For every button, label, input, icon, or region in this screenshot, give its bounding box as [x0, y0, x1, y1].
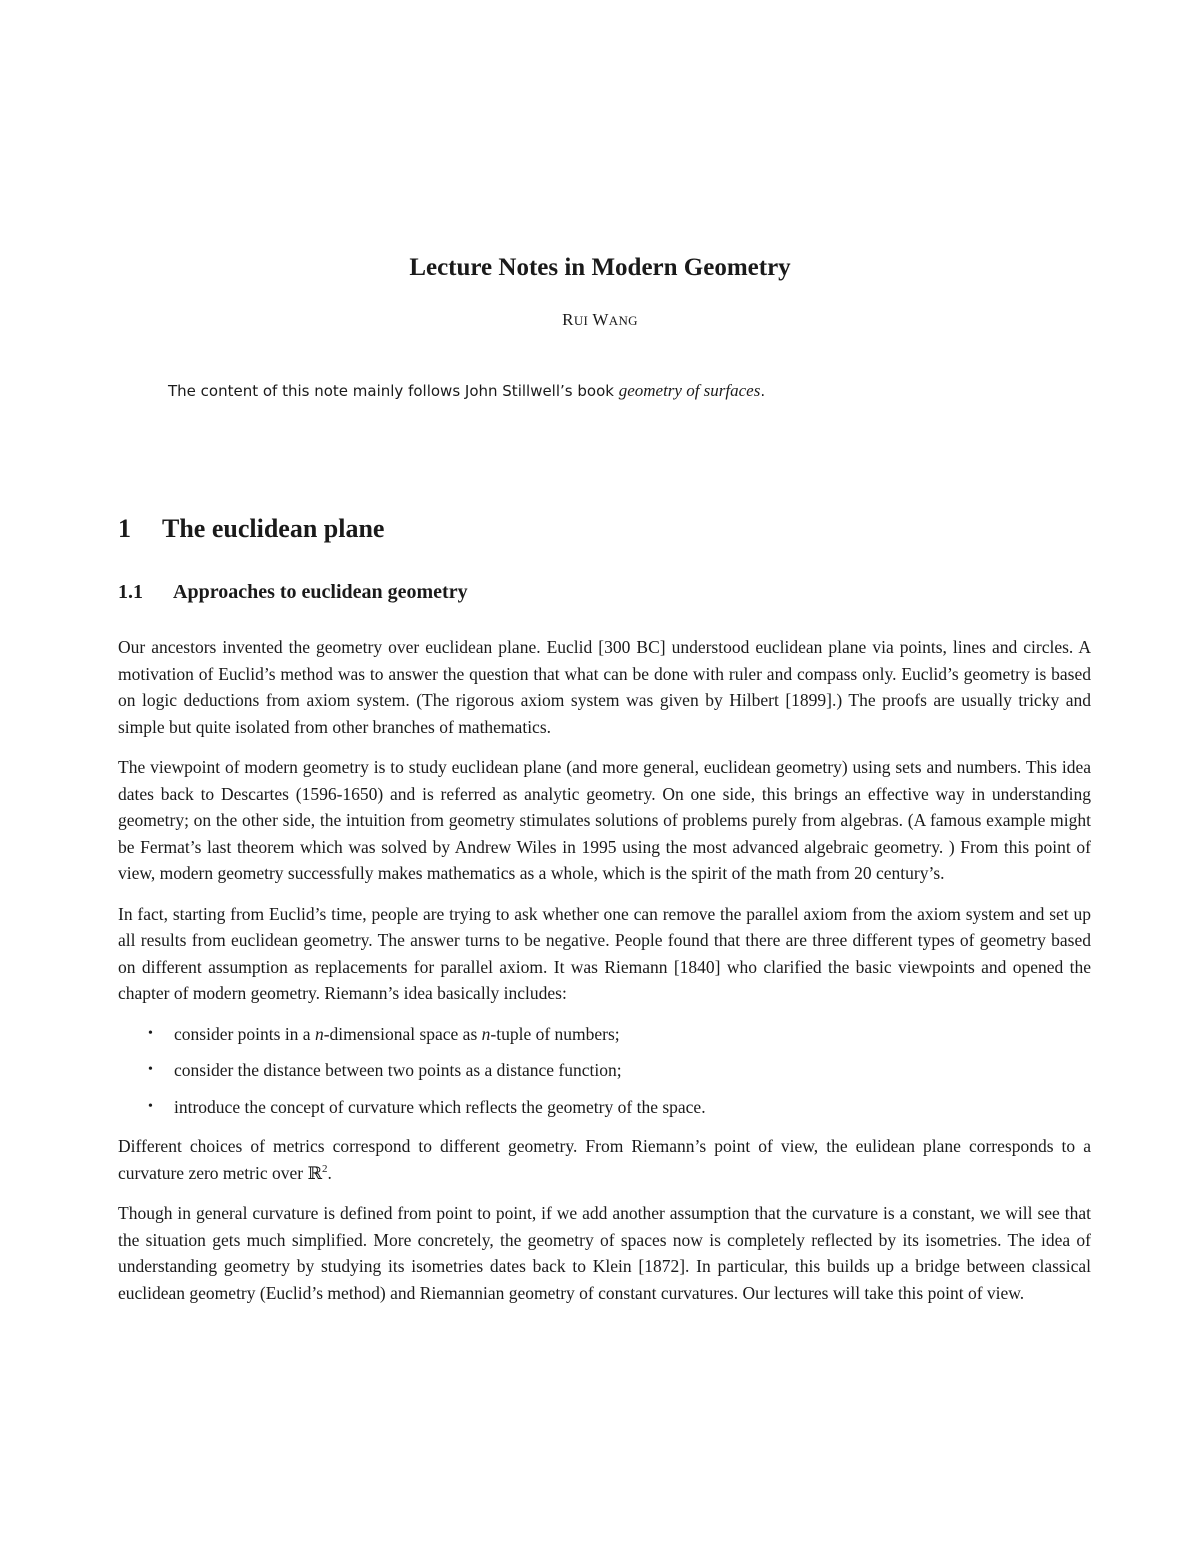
list-item: • introduce the concept of curvature which reflects the geometry of the space. — [118, 1094, 1091, 1121]
bullet-icon: • — [148, 1098, 153, 1114]
author-first-name: RUI — [562, 310, 589, 329]
abstract-end: . — [760, 382, 766, 400]
list-item: • consider the distance between two points as a distance function; — [118, 1057, 1091, 1084]
section-number: 1 — [118, 514, 131, 543]
abstract-text: The content of this note mainly follows John Stillwell’s book — [168, 382, 619, 400]
paragraph-3: In fact, starting from Euclid’s time, people are trying to ask whether one can remove the parallel axiom from the axiom system and set up all results from euclidean geometry. The answer turns to be negative. People found that there are three different types of geometry based on different assumption as replacements for parallel axiom. It was Riemann [1840] who clarified the basic viewpoints and opened the chapter of modern geometry. Riemann’s idea basically includes: — [118, 903, 1091, 1003]
author-last-name: WANG — [592, 310, 638, 329]
section-title: The euclidean plane — [162, 514, 385, 543]
author-name — [0, 310, 1200, 330]
paragraph-2: The viewpoint of modern geometry is to study euclidean plane (and more general, euclidean geometry) using sets and numbers. This idea dates back to Descartes (1596-1650) and is referred as analytic geometry. On one side, this brings an effective way in understanding geometry; on the other side, the intuition from geometry stimulates solutions of problems purely from algebras. (A famous example might be Fermat’s last theorem which was solved by Andrew Wiles in 1995 using the most advanced algebraic geometry. ) From this point of view, modern geometry successfully makes mathematics as a whole, which is the spirit of the math from 20 century’s. — [118, 757, 1091, 883]
paragraph-5: Though in general curvature is defined from point to point, if we add another assumption that the curvature is a constant, we will see that the situation gets much simplified. More concretely, the geometry of spaces now is completely reflected by its isometries. The idea of understanding geometry by studying its isometries dates back to Klein [1872]. In particular, this builds up a bridge between classical euclidean geometry (Euclid’s method) and Riemannian geometry of constant curvatures. Our lectures will take this point of view. — [118, 1203, 1091, 1303]
abstract-note — [168, 381, 1068, 401]
paper-title: Lecture Notes in Modern Geometry — [409, 254, 791, 281]
paragraph-1: Our ancestors invented the geometry over euclidean plane. Euclid [300 BC] understood euclidean plane via points, lines and circles. A motivation of Euclid’s method was to answer the question that what can be done with ruler and compass only. Euclid’s geometry is based on logic deductions from axiom system. (The rigorous axiom system was given by Hilbert [1899].) The proofs are usually tricky and simple but quite isolated from other branches of mathematics. — [118, 637, 1091, 737]
math-n: n — [481, 1023, 491, 1044]
list-item: • consider points in a n-dimensional space as n-tuple of numbers; — [118, 1021, 1091, 1048]
math-n: n — [314, 1023, 324, 1044]
idea-list — [118, 1021, 1091, 1121]
subsection-title: Approaches to euclidean geometry — [173, 581, 468, 603]
book-title: geometry of surfaces — [618, 381, 761, 400]
paragraph-4: Different choices of metrics correspond to different geometry. From Riemann’s point of view, the eulidean plane corresponds to a curvature zero metric over ℝ$^2$. — [118, 1136, 1091, 1183]
body-text — [118, 634, 1091, 1320]
bullet-icon: • — [148, 1062, 153, 1077]
section-heading — [118, 514, 384, 544]
bullet-icon: • — [148, 1025, 153, 1041]
math-real-numbers: ℝ — [307, 1162, 323, 1183]
subsection-number: 1.1 — [118, 581, 143, 603]
subsection-heading — [118, 581, 468, 604]
math-superscript: 2 — [322, 1162, 328, 1175]
